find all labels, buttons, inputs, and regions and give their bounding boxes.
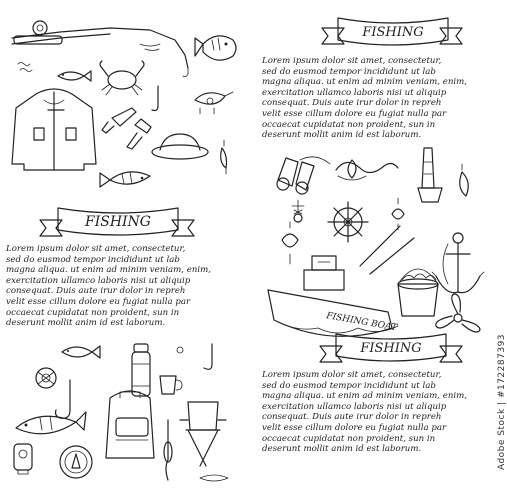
mug-icon (160, 376, 182, 394)
propeller-icon (436, 294, 480, 332)
banner-ribbon (322, 18, 462, 45)
tuna-icon (16, 412, 86, 434)
thermos-icon (132, 344, 150, 396)
helm-wheel-icon (328, 202, 368, 242)
binoculars-icon (277, 157, 330, 194)
fish-icon (195, 36, 236, 60)
lure-icon (460, 164, 469, 196)
fishing-rod-icon (12, 21, 188, 77)
hook-icon (152, 86, 158, 111)
knot-icon (336, 160, 398, 180)
anchor-icon (432, 233, 484, 293)
watermark-text: Adobe Stock | #172287393 (497, 333, 507, 471)
fish-icon (58, 71, 91, 81)
stock-watermark (487, 305, 507, 500)
text-block-top-right: Lorem ipsum dolor sit amet, consectetur, sed do eusmod tempor incididunt ut lab magna aliqua. ut enim ad minim veniam, enim, exercitation ullamco laboris nisi ut aliquip consequat. Duis aute irur dolor in repreh velit esse cillum dolore eu fugiat nulla par occaecat cupidatat non proident, sun in deserunt mollit anim id est laborum. (262, 56, 468, 141)
jacket-icon (12, 89, 96, 170)
bubble-icon (177, 347, 183, 353)
lure-icon (392, 198, 404, 230)
hook-icon (56, 380, 71, 418)
banner-title: FISHING (362, 25, 424, 40)
ripple-icon (200, 475, 228, 481)
compass-icon (60, 446, 92, 478)
banner-ribbon (40, 208, 194, 236)
fish-icon (100, 172, 150, 187)
chair-icon (180, 402, 226, 466)
crab-icon (100, 61, 144, 95)
boat-icon (268, 226, 414, 336)
hat-icon (152, 134, 208, 159)
backpack-icon (106, 391, 154, 458)
bucket-icon (398, 269, 438, 316)
wave-icon (18, 63, 32, 72)
fish-icon (62, 346, 100, 358)
lure-icon (195, 92, 233, 114)
bobber-icon (164, 420, 172, 480)
banner-ribbon (320, 334, 462, 362)
bobber-icon (418, 148, 442, 202)
bobber-icon (282, 222, 298, 264)
banner-title: FISHING (360, 341, 422, 356)
hook-icon (204, 344, 212, 369)
line-spool-icon (36, 368, 56, 388)
text-block-middle-left: Lorem ipsum dolor sit amet, consectetur, sed do eusmod tempor incididunt ut lab magna aliqua. ut enim ad minim veniam, enim, exercitation ullamco laboris nisi ut aliquip consequat. Duis aute irur dolor in repreh velit esse cillum dolore eu fugiat nulla par occaecat cupidatat non proident, sun in deserunt mollit anim id est laborum. (6, 244, 212, 329)
lure-icon (292, 200, 304, 222)
text-block-bottom-right: Lorem ipsum dolor sit amet, consectetur, sed do eusmod tempor incididunt ut lab magna aliqua. ut enim ad minim veniam, enim, exercitation ullamco laboris nisi ut aliquip consequat. Duis aute irur dolor in repreh velit esse cillum dolore eu fugiat nulla par occaecat cupidatat non proident, sun in deserunt mollit anim id est laborum. (262, 370, 468, 455)
lure-icon (221, 140, 227, 174)
banner-title: FISHING (84, 214, 152, 230)
headlamp-icon (14, 444, 32, 474)
boat-label: FISHING BOAT (325, 311, 398, 334)
knife-icon (102, 108, 151, 149)
